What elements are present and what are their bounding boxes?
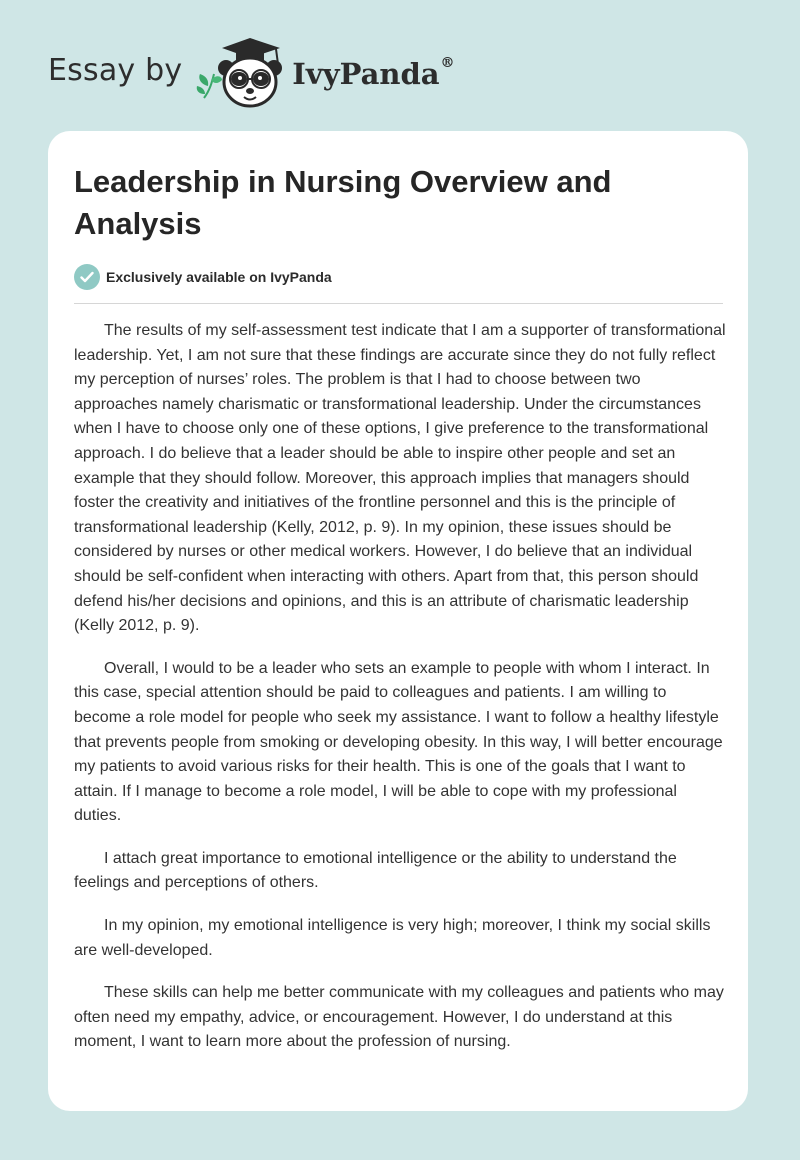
brand-name[interactable] <box>292 57 454 91</box>
paragraph: These skills can help me better communicate with my colleagues and patients who may often need my empathy, advice, or encouragement. However, I do understand at this moment, I want to learn more about the profession of nursing. <box>74 984 724 1051</box>
site-header <box>48 34 455 110</box>
essay-body <box>74 319 726 1073</box>
exclusive-badge-label: Exclusively available on IvyPanda <box>106 269 332 285</box>
essay-title: Leadership in Nursing Overview and Analysis <box>74 164 612 241</box>
trademark-symbol: ® <box>440 55 455 71</box>
panda-logo-icon <box>196 34 288 110</box>
essay-card <box>48 131 748 1111</box>
title-divider <box>74 303 723 304</box>
paragraph: The results of my self-assessment test indicate that I am a supporter of transformational leadership. Yet, I am not sure that these findings are accurate since they do not fully reflect my perception of nurses’ roles. The problem is that I had to choose between two approaches namely charismatic or transformational leadership. Under the circumstances when I have to choose only one of these options, I give preference to the transformational approach. I do believe that a leader should be able to inspire other people and set an example that they should follow. Moreover, this approach implies that managers should foster the creativity and initiatives of the frontline personnel and this is the principle of transformational leadership (Kelly, 2012, p. 9). In my opinion, these issues should be considered by nurses or other medical workers. However, I do believe that an individual should be self-confident when interacting with others. Apart from that, this person should defend his/her decisions and opinions, and this is an attribute of charismatic leadership (Kelly 2012, p. 9). <box>74 322 726 635</box>
paragraph: I attach great importance to emotional intelligence or the ability to understand the feelings and perceptions of others. <box>74 849 677 892</box>
ivypanda-logo[interactable] <box>196 34 288 110</box>
brand-text: IvyPanda <box>292 57 440 91</box>
essay-by-label: Essay by <box>48 52 183 88</box>
exclusive-badge <box>74 264 332 290</box>
paragraph: Overall, I would to be a leader who sets an example to people with whom I interact. In this case, special attention should be paid to colleagues and patients. I am willing to become a role model for people who seek my assistance. I want to follow a healthy lifestyle that prevents people from smoking or developing obesity. In this way, I will better encourage my patients to avoid various risks for their health. This is one of the goals that I want to attain. If I manage to become a role model, I will be able to cope with my professional duties. <box>74 659 723 825</box>
checkmark-icon <box>74 264 100 290</box>
paragraph: In my opinion, my emotional intelligence is very high; moreover, I think my social skills are well-developed. <box>74 917 711 959</box>
